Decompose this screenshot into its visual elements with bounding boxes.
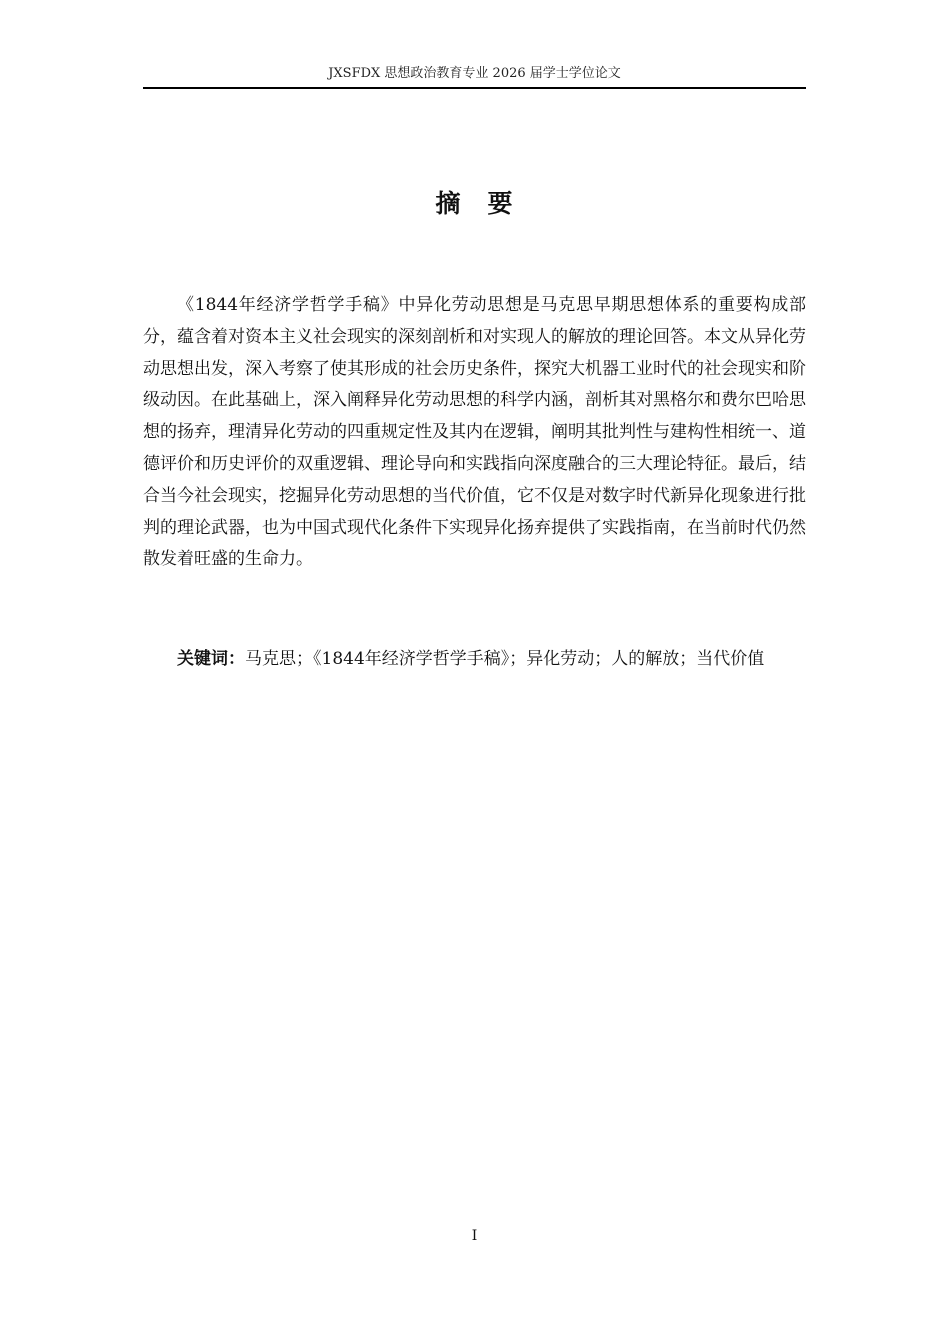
keywords-text: 马克思；《1844年经济学哲学手稿》；异化劳动；人的解放；当代价值 [245, 649, 765, 669]
keywords-line [143, 644, 806, 675]
header-title: JXSFDX 思想政治教育专业 2026 届学士学位论文 [328, 66, 621, 81]
page-number: I [471, 1228, 478, 1244]
keywords-label: 关键词： [177, 649, 245, 669]
abstract-title: 摘 要 [435, 189, 514, 218]
page-header [143, 62, 806, 89]
abstract-body: 《1844年经济学哲学手稿》中异化劳动思想是马克思早期思想体系的重要构成部分，蕴含着对资本主义社会现实的深刻剖析和对实现人的解放的理论回答。本文从异化劳动思想出发，深入考察了使其形成的社会历史条件，探究大机器工业时代的社会现实和阶级动因。在此基础上，深入阐释异化劳动思想的科学内涵，剖析其对黑格尔和费尔巴哈思想的扬弃，理清异化劳动的四重规定性及其内在逻辑，阐明其批判性与建构性相统一、道德评价和历史评价的双重逻辑、理论导向和实践指向深度融合的三大理论特征。最后，结合当今社会现实，挖掘异化劳动思想的当代价值，它不仅是对数字时代新异化现象进行批判的理论武器，也为中国式现代化条件下实现异化扬弃提供了实践指南，在当前时代仍然散发着旺盛的生命力。 [143, 295, 806, 570]
